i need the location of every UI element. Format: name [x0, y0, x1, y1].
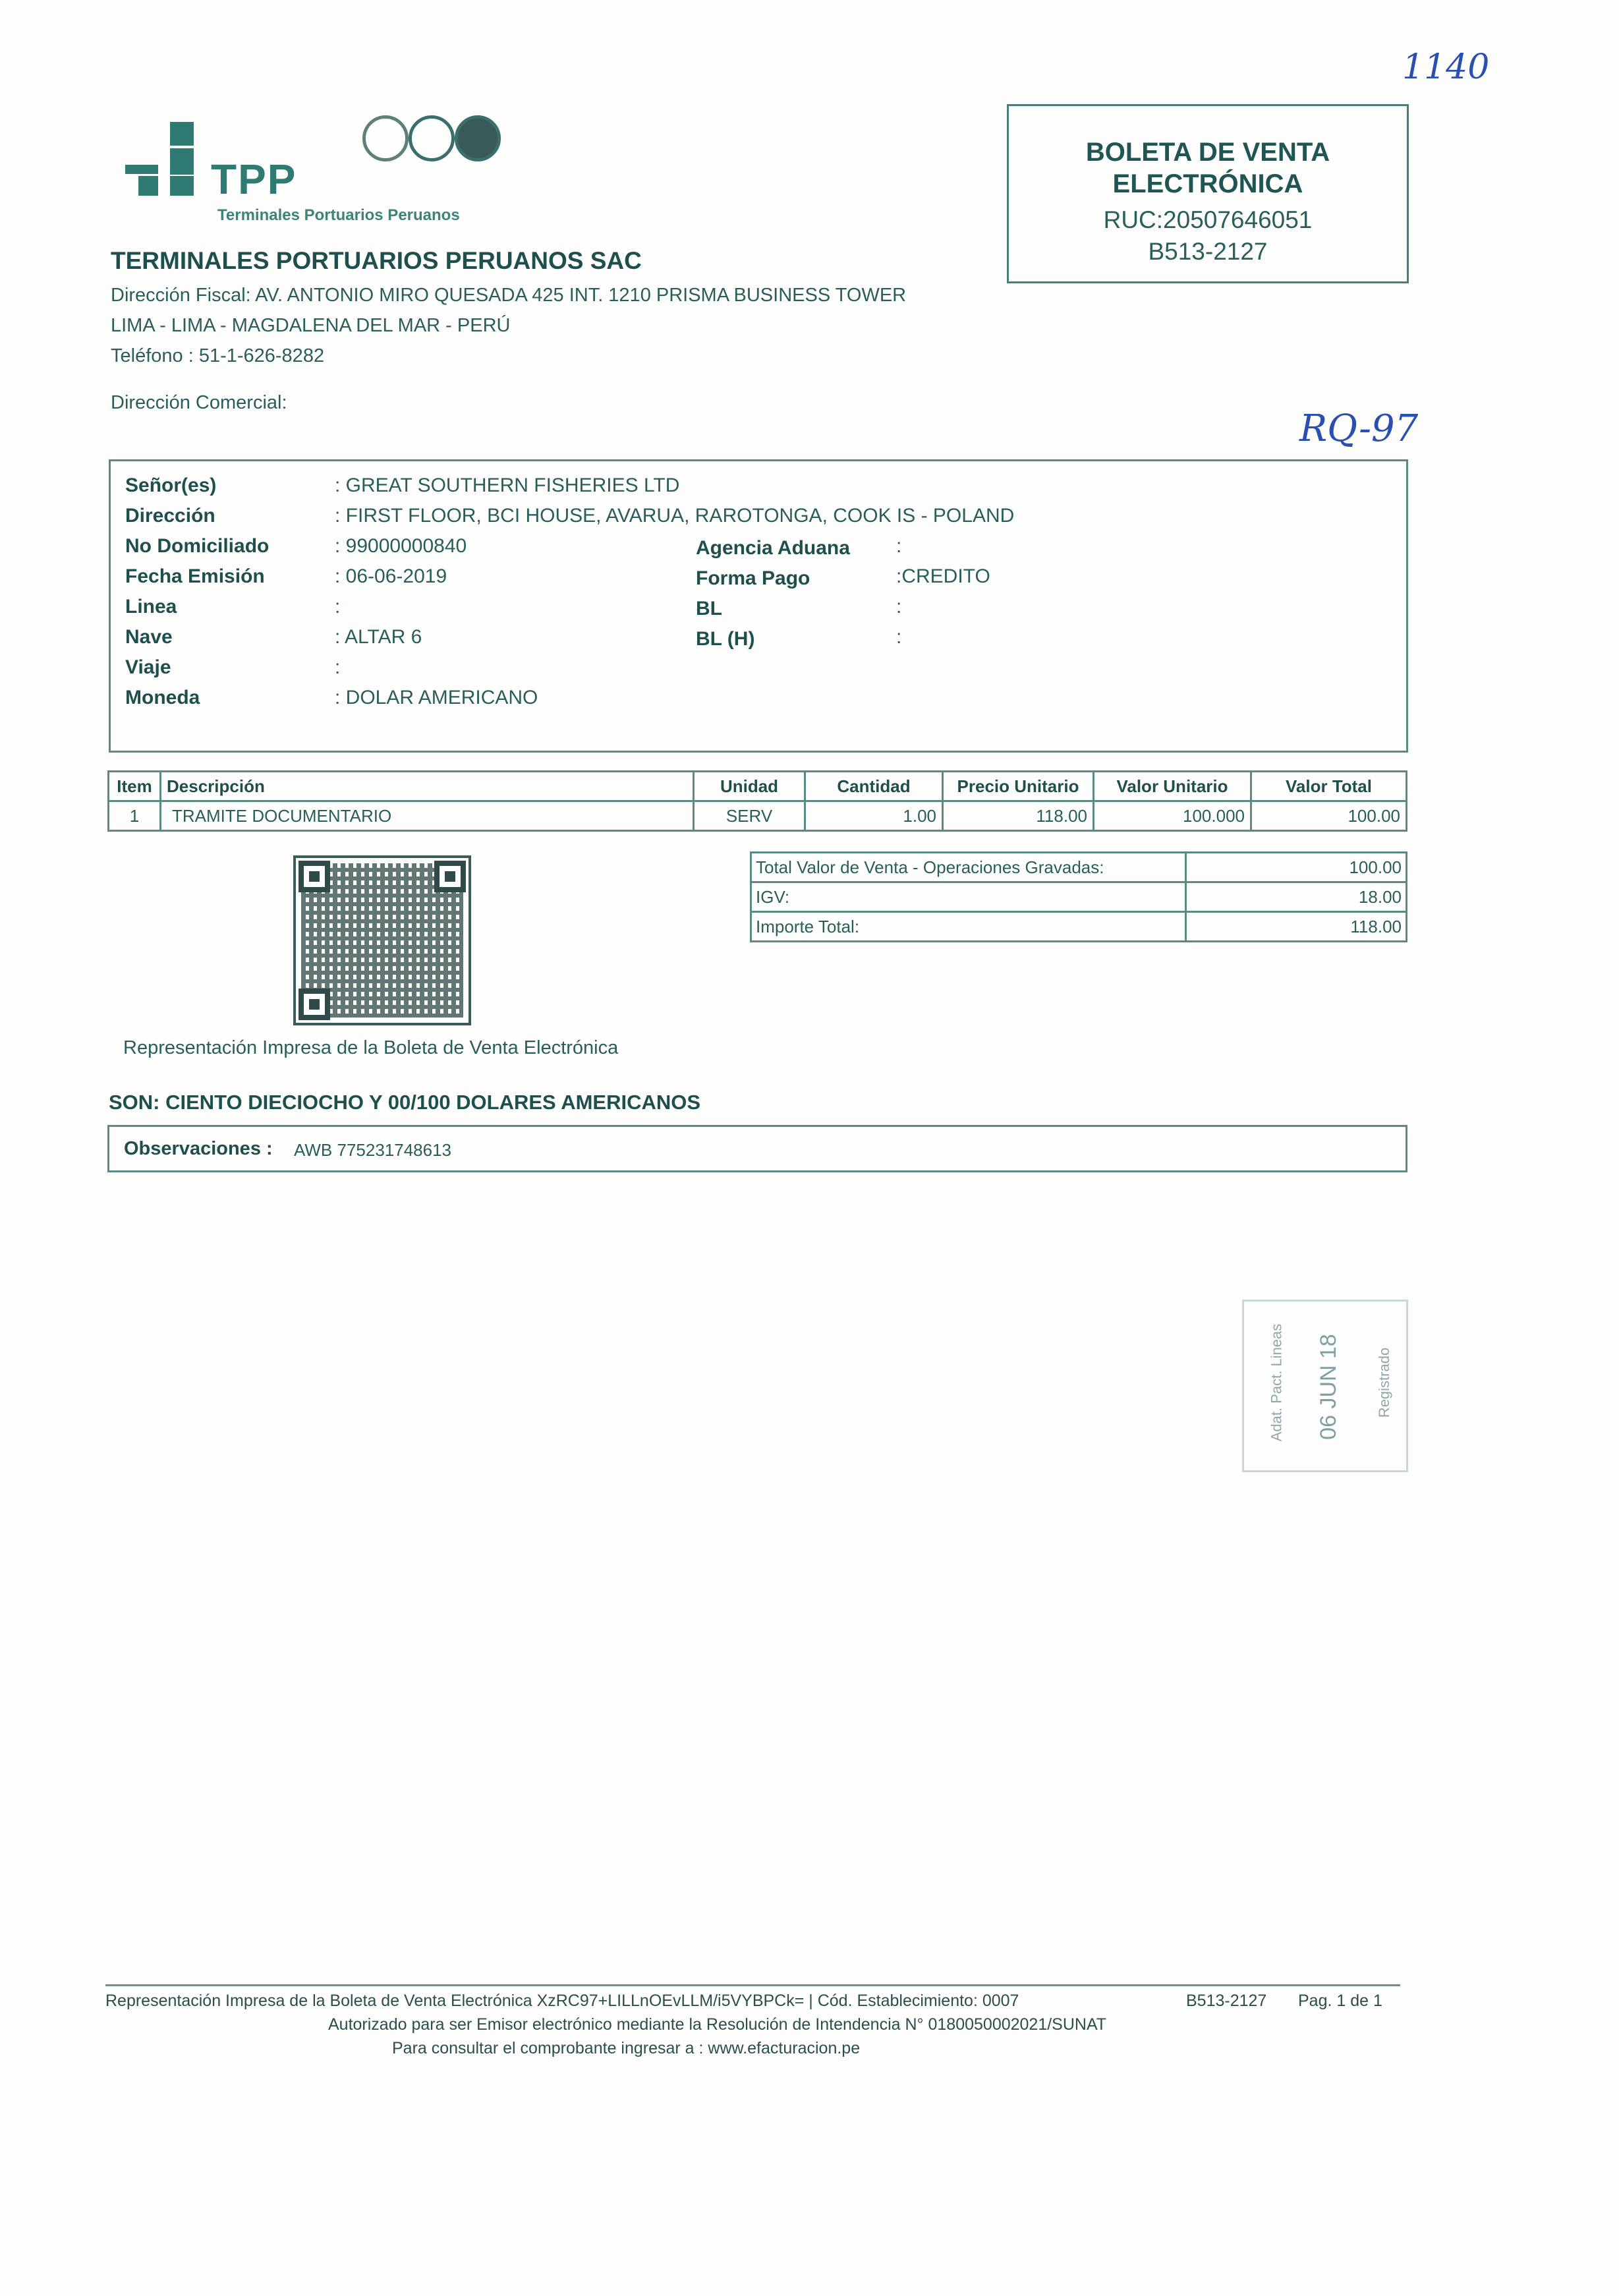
document-title-line1: BOLETA DE VENTA — [1085, 138, 1330, 167]
viaje-value: : — [335, 656, 341, 678]
item-unit-price: 118.00 — [943, 801, 1094, 831]
handwritten-note: RQ-97 — [1299, 407, 1419, 450]
agencia-value: : — [896, 535, 902, 557]
certification-icon — [455, 115, 501, 161]
no-domiciliado-label: No Domiciliado — [125, 535, 270, 557]
footer-line1: Representación Impresa de la Boleta de Venta Electrónica XzRC97+LILLnOEvLLM/i5VYBPCk= | Cód. Establecimiento: 0007 — [105, 1992, 1019, 2010]
item-total-value: 100.00 — [1251, 801, 1407, 831]
observaciones-value: AWB 775231748613 — [294, 1140, 452, 1160]
document-title-line2: ELECTRÓNICA — [1112, 169, 1303, 198]
igv-value: 18.00 — [1186, 882, 1407, 912]
observaciones-box — [107, 1125, 1407, 1172]
bl-label: BL — [696, 598, 722, 619]
item-description: TRAMITE DOCUMENTARIO — [161, 801, 694, 831]
commercial-address: Dirección Comercial: — [111, 392, 287, 413]
company-logo — [119, 115, 540, 231]
direccion-value: : FIRST FLOOR, BCI HOUSE, AVARUA, RAROTONGA, COOK IS - POLAND — [335, 505, 1015, 527]
table-row — [751, 853, 1407, 882]
direccion-label: Dirección — [125, 505, 215, 527]
senores-value: : GREAT SOUTHERN FISHERIES LTD — [335, 474, 680, 496]
column-header: Descripción — [161, 772, 694, 801]
igv-label: IGV: — [751, 882, 1186, 912]
amount-in-words: SON: CIENTO DIECIOCHO Y 00/100 DOLARES AMERICANOS — [109, 1091, 701, 1114]
moneda-label: Moneda — [125, 687, 200, 708]
certification-icon — [409, 115, 455, 161]
total-value: 100.00 — [1186, 853, 1407, 882]
linea-label: Linea — [125, 596, 177, 617]
forma-pago-value: :CREDITO — [896, 565, 990, 587]
footer-page: Pag. 1 de 1 — [1298, 1992, 1382, 2010]
handwritten-number: 1140 — [1402, 47, 1490, 87]
item-quantity: 1.00 — [805, 801, 943, 831]
bl-h-label: BL (H) — [696, 628, 755, 650]
company-phone: Teléfono : 51-1-626-8282 — [111, 345, 325, 366]
fiscal-address: Dirección Fiscal: AV. ANTONIO MIRO QUESADA 425 INT. 1210 PRISMA BUSINESS TOWER — [111, 285, 907, 306]
items-table — [107, 770, 1407, 832]
viaje-label: Viaje — [125, 656, 171, 678]
footer-divider — [105, 1984, 1400, 1986]
company-name: TERMINALES PORTUARIOS PERUANOS SAC — [111, 247, 642, 274]
column-header: Item — [109, 772, 161, 801]
totals-table — [750, 851, 1407, 942]
forma-pago-label: Forma Pago — [696, 567, 810, 589]
linea-value: : — [335, 596, 341, 617]
item-unit-value: 100.000 — [1094, 801, 1251, 831]
items-header-row — [109, 772, 1407, 801]
item-number: 1 — [109, 801, 161, 831]
importe-total-label: Importe Total: — [751, 912, 1186, 942]
table-row — [109, 801, 1407, 831]
certification-icon — [362, 115, 409, 161]
bl-value: : — [896, 596, 902, 617]
total-label: Total Valor de Venta - Operaciones Gravadas: — [751, 853, 1186, 882]
logo-subtitle: Terminales Portuarios Peruanos — [217, 206, 460, 224]
stamp-right-text: Registrado — [1376, 1347, 1393, 1418]
table-row — [751, 882, 1407, 912]
column-header: Cantidad — [805, 772, 943, 801]
footer-line2: Autorizado para ser Emisor electrónico mediante la Resolución de Intendencia N° 0180050002021/SUNAT — [328, 2015, 1107, 2034]
agencia-label: Agencia Aduana — [696, 537, 850, 559]
document-ruc: RUC:20507646051 — [1103, 206, 1313, 233]
document-header-box — [1007, 104, 1409, 283]
table-row — [751, 912, 1407, 942]
column-header: Valor Unitario — [1094, 772, 1251, 801]
nave-label: Nave — [125, 626, 173, 648]
city-address: LIMA - LIMA - MAGDALENA DEL MAR - PERÚ — [111, 315, 511, 336]
fecha-emision-label: Fecha Emisión — [125, 565, 265, 587]
observaciones-label: Observaciones : — [124, 1138, 273, 1159]
client-info-box — [109, 459, 1408, 753]
column-header: Unidad — [694, 772, 805, 801]
column-header: Precio Unitario — [943, 772, 1094, 801]
item-unit: SERV — [694, 801, 805, 831]
bl-h-value: : — [896, 626, 902, 648]
importe-total-value: 118.00 — [1186, 912, 1407, 942]
senores-label: Señor(es) — [125, 474, 217, 496]
column-header: Valor Total — [1251, 772, 1407, 801]
representation-text: Representación Impresa de la Boleta de Venta Electrónica — [123, 1037, 619, 1058]
fecha-emision-value: : 06-06-2019 — [335, 565, 447, 587]
footer-line3: Para consultar el comprobante ingresar a : www.efacturacion.pe — [392, 2039, 861, 2057]
document-number: B513-2127 — [1148, 238, 1268, 265]
no-domiciliado-value: : 99000000840 — [335, 535, 467, 557]
stamp-left-text: Adat. Pact. Lineas — [1268, 1323, 1285, 1442]
logo-brand: TPP — [211, 156, 297, 203]
footer-doc-number: B513-2127 — [1186, 1992, 1267, 2010]
nave-value: : ALTAR 6 — [335, 626, 422, 648]
stamp-date: 06 JUN 18 — [1315, 1334, 1341, 1440]
qr-code — [293, 855, 471, 1025]
moneda-value: : DOLAR AMERICANO — [335, 687, 538, 708]
received-stamp — [1242, 1300, 1408, 1472]
